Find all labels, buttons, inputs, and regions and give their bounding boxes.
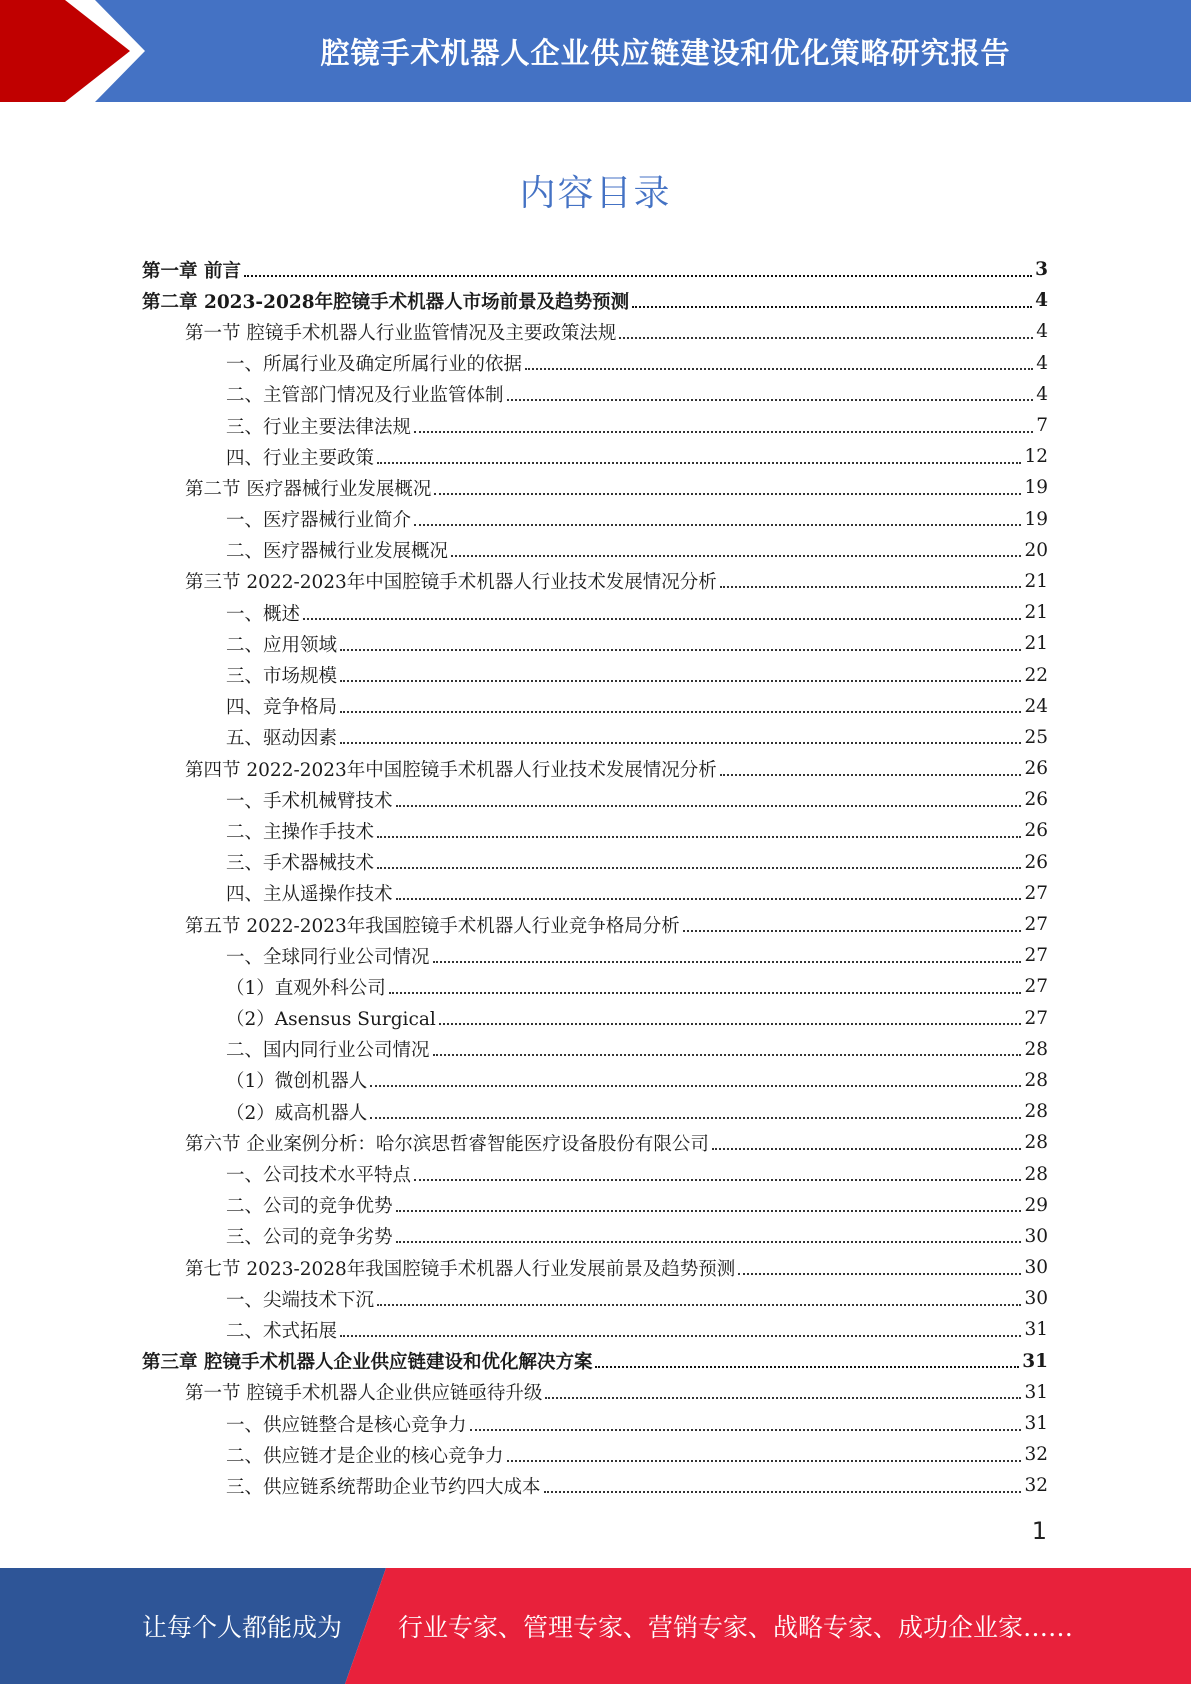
toc-entry-label: 一、概述: [226, 603, 301, 625]
toc-entry-page: 28: [1024, 1038, 1048, 1060]
toc-entry[interactable]: [142, 1034, 1048, 1065]
toc-entry-label: 一、全球同行业公司情况: [226, 946, 430, 968]
toc-entry-label: 第二节 医疗器械行业发展概况: [185, 478, 432, 500]
toc-entry-label: 第一节 腔镜手术机器人企业供应链亟待升级: [185, 1383, 543, 1405]
toc-entry-label: 第四节 2022-2023年中国腔镜手术机器人行业技术发展情况分析: [185, 759, 717, 781]
toc-dot-leader: [439, 1023, 1022, 1025]
toc-entry-label: 第五节 2022-2023年我国腔镜手术机器人行业竞争格局分析: [185, 915, 680, 937]
toc-entry-label: 一、所属行业及确定所属行业的依据: [226, 354, 523, 376]
toc-entry[interactable]: [142, 1096, 1048, 1127]
toc-entry-page: 30: [1024, 1288, 1048, 1310]
toc-dot-leader: [433, 1054, 1022, 1056]
toc-dot-leader: [595, 1366, 1019, 1368]
toc-dot-leader: [525, 368, 1033, 370]
toc-entry[interactable]: [142, 566, 1048, 597]
toc-dot-leader: [340, 742, 1021, 744]
toc-dot-leader: [507, 399, 1034, 401]
toc-entry[interactable]: [142, 753, 1048, 784]
toc-dot-leader: [340, 1335, 1021, 1337]
toc-entry[interactable]: [142, 1314, 1048, 1345]
toc-entry[interactable]: [142, 504, 1048, 535]
toc-dot-leader: [451, 555, 1021, 557]
toc-entry-page: 31: [1024, 1381, 1048, 1403]
toc-entry-page: 32: [1024, 1444, 1048, 1466]
toc-entry-page: 21: [1024, 602, 1048, 624]
toc-dot-leader: [370, 1085, 1021, 1087]
toc-dot-leader: [507, 1460, 1022, 1462]
toc-entry[interactable]: [142, 1127, 1048, 1158]
toc-dot-leader: [377, 462, 1021, 464]
toc-entry[interactable]: [142, 535, 1048, 566]
toc-entry[interactable]: [142, 1439, 1048, 1470]
header-title: 腔镜手术机器人企业供应链建设和优化策略研究报告: [320, 35, 1011, 70]
toc-entry-label: 第七节 2023-2028年我国腔镜手术机器人行业发展前景及趋势预测: [185, 1258, 736, 1280]
toc-entry-label: 三、公司的竞争劣势: [226, 1227, 393, 1249]
toc-entry[interactable]: [142, 1283, 1048, 1314]
toc-dot-leader: [396, 1210, 1022, 1212]
toc-dot-leader: [414, 524, 1021, 526]
toc-dot-leader: [377, 836, 1021, 838]
toc-entry-page: 31: [1024, 1319, 1048, 1341]
toc-entry-page: 27: [1024, 976, 1048, 998]
toc-entry-page: 4: [1035, 290, 1048, 312]
toc-entry-label: 二、国内同行业公司情况: [226, 1040, 430, 1062]
toc-entry-page: 22: [1024, 664, 1048, 686]
toc-entry-label: 二、主操作手技术: [226, 821, 375, 843]
toc-entry-page: 19: [1024, 477, 1048, 499]
toc-entry-label: 二、医疗器械行业发展概况: [226, 541, 449, 563]
toc-dot-leader: [414, 431, 1033, 433]
toc-entry[interactable]: [142, 410, 1048, 441]
toc-entry[interactable]: [142, 1408, 1048, 1439]
toc-entry[interactable]: [142, 1221, 1048, 1252]
toc-entry-label: 第六节 企业案例分析：哈尔滨思哲睿智能医疗设备股份有限公司: [185, 1133, 709, 1155]
toc-entry-label: （2）Asensus Surgical: [226, 1009, 436, 1031]
toc-dot-leader: [340, 649, 1021, 651]
toc-dot-leader: [303, 618, 1021, 620]
toc-dot-leader: [389, 992, 1022, 994]
toc-entry-label: 二、公司的竞争优势: [226, 1196, 393, 1218]
toc-entry[interactable]: [142, 1190, 1048, 1221]
toc-entry-label: 二、应用领域: [226, 634, 338, 656]
toc-entry-page: 21: [1024, 570, 1048, 592]
toc-entry-page: 20: [1024, 539, 1048, 561]
toc-entry-page: 4: [1036, 321, 1048, 343]
toc-entry-label: 二、供应链才是企业的核心竞争力: [226, 1445, 504, 1467]
toc-entry-label: 三、行业主要法律法规: [226, 416, 412, 438]
table-of-contents: [142, 254, 1048, 1502]
toc-entry[interactable]: [142, 691, 1048, 722]
toc-dot-leader: [377, 867, 1021, 869]
toc-entry-label: 一、公司技术水平特点: [226, 1165, 412, 1187]
toc-dot-leader: [340, 711, 1021, 713]
toc-dot-leader: [470, 1429, 1022, 1431]
toc-entry-page: 7: [1036, 415, 1048, 437]
toc-dot-leader: [712, 1148, 1022, 1150]
toc-dot-leader: [396, 1241, 1022, 1243]
toc-dot-leader: [619, 337, 1033, 339]
toc-entry-page: 27: [1024, 882, 1048, 904]
toc-dot-leader: [433, 961, 1022, 963]
toc-entry-page: 31: [1022, 1350, 1048, 1372]
toc-entry-label: 四、主从遥操作技术: [226, 884, 393, 906]
toc-entry-page: 31: [1024, 1413, 1048, 1435]
footer-slogan-left: 让每个人都能成为: [142, 1613, 343, 1642]
toc-entry-label: 四、行业主要政策: [226, 447, 375, 469]
toc-entry[interactable]: [142, 909, 1048, 940]
toc-entry[interactable]: [142, 847, 1048, 878]
toc-entry-page: 28: [1024, 1132, 1048, 1154]
toc-entry-page: 32: [1024, 1475, 1048, 1497]
toc-entry[interactable]: [142, 659, 1048, 690]
toc-entry[interactable]: [142, 1252, 1048, 1283]
toc-entry-page: 4: [1036, 352, 1048, 374]
toc-entry-page: 25: [1024, 726, 1048, 748]
toc-entry-label: 第一节 腔镜手术机器人行业监管情况及主要政策法规: [185, 322, 617, 344]
toc-entry[interactable]: [142, 254, 1048, 285]
toc-entry[interactable]: [142, 1003, 1048, 1034]
toc-entry[interactable]: [142, 722, 1048, 753]
toc-entry-label: 一、手术机械臂技术: [226, 790, 393, 812]
page-number: 1: [1031, 1517, 1047, 1545]
toc-entry[interactable]: [142, 1377, 1048, 1408]
toc-entry[interactable]: [142, 441, 1048, 472]
toc-entry[interactable]: [142, 1158, 1048, 1189]
toc-entry-page: 29: [1024, 1194, 1048, 1216]
page-footer: [0, 1568, 1191, 1684]
toc-entry[interactable]: [142, 971, 1048, 1002]
toc-dot-leader: [396, 805, 1022, 807]
toc-entry-page: 28: [1024, 1101, 1048, 1123]
toc-dot-leader: [738, 1273, 1021, 1275]
toc-entry[interactable]: [142, 597, 1048, 628]
toc-dot-leader: [396, 898, 1022, 900]
toc-entry[interactable]: [142, 379, 1048, 410]
toc-dot-leader: [544, 1491, 1022, 1493]
toc-entry[interactable]: [142, 1346, 1048, 1377]
toc-entry-label: 第三节 2022-2023年中国腔镜手术机器人行业技术发展情况分析: [185, 572, 717, 594]
toc-entry-label: 五、驱动因素: [226, 728, 338, 750]
toc-entry[interactable]: [142, 784, 1048, 815]
footer-slogan-right: 行业专家、管理专家、营销专家、战略专家、成功企业家……: [398, 1613, 1074, 1642]
toc-entry-page: 27: [1024, 1007, 1048, 1029]
toc-dot-leader: [683, 930, 1022, 932]
toc-entry-label: （2）威高机器人: [226, 1102, 368, 1124]
toc-entry-label: 四、竞争格局: [226, 697, 338, 719]
toc-entry-page: 21: [1024, 633, 1048, 655]
toc-dot-leader: [370, 1117, 1021, 1119]
toc-dot-leader: [545, 1397, 1021, 1399]
toc-entry-label: 一、供应链整合是核心竞争力: [226, 1414, 467, 1436]
toc-entry-page: 4: [1036, 383, 1048, 405]
toc-entry[interactable]: [142, 1470, 1048, 1501]
toc-entry-label: （1）微创机器人: [226, 1071, 368, 1093]
toc-entry-label: （1）直观外科公司: [226, 977, 386, 999]
toc-entry-page: 27: [1024, 945, 1048, 967]
toc-entry-page: 26: [1024, 789, 1048, 811]
toc-entry-page: 26: [1024, 820, 1048, 842]
toc-entry-page: 30: [1024, 1257, 1048, 1279]
toc-dot-leader: [720, 586, 1022, 588]
toc-entry-page: 24: [1024, 695, 1048, 717]
toc-entry-label: 三、市场规模: [226, 666, 338, 688]
toc-entry-page: 28: [1024, 1163, 1048, 1185]
toc-entry-label: 第三章 腔镜手术机器人企业供应链建设和优化解决方案: [142, 1352, 593, 1374]
toc-entry[interactable]: [142, 815, 1048, 846]
toc-dot-leader: [377, 1304, 1021, 1306]
toc-dot-leader: [244, 275, 1032, 277]
toc-entry[interactable]: [142, 316, 1048, 347]
toc-dot-leader: [414, 1179, 1021, 1181]
toc-entry[interactable]: [142, 472, 1048, 503]
toc-entry-page: 12: [1024, 446, 1048, 468]
toc-entry-page: 28: [1024, 1069, 1048, 1091]
toc-heading: 内容目录: [519, 173, 672, 214]
toc-entry-page: 26: [1024, 758, 1048, 780]
toc-entry[interactable]: [142, 285, 1048, 316]
toc-entry[interactable]: [142, 878, 1048, 909]
toc-entry-label: 第一章 前言: [142, 260, 241, 282]
toc-entry[interactable]: [142, 348, 1048, 379]
toc-dot-leader: [720, 774, 1022, 776]
toc-entry-label: 二、主管部门情况及行业监管体制: [226, 385, 504, 407]
toc-dot-leader: [632, 306, 1032, 308]
toc-entry[interactable]: [142, 1065, 1048, 1096]
toc-dot-leader: [434, 493, 1021, 495]
toc-entry-page: 3: [1035, 259, 1048, 281]
toc-entry-label: 三、手术器械技术: [226, 853, 375, 875]
toc-entry[interactable]: [142, 940, 1048, 971]
toc-entry-page: 19: [1024, 508, 1048, 530]
page-header: [0, 0, 1191, 110]
toc-entry-page: 26: [1024, 851, 1048, 873]
toc-entry-label: 三、供应链系统帮助企业节约四大成本: [226, 1476, 541, 1498]
toc-entry[interactable]: [142, 628, 1048, 659]
toc-entry-label: 第二章 2023-2028年腔镜手术机器人市场前景及趋势预测: [142, 291, 630, 313]
toc-entry-page: 27: [1024, 914, 1048, 936]
toc-entry-page: 30: [1024, 1225, 1048, 1247]
toc-entry-label: 二、术式拓展: [226, 1320, 338, 1342]
toc-entry-label: 一、尖端技术下沉: [226, 1289, 375, 1311]
toc-entry-label: 一、医疗器械行业简介: [226, 510, 412, 532]
toc-dot-leader: [340, 680, 1021, 682]
